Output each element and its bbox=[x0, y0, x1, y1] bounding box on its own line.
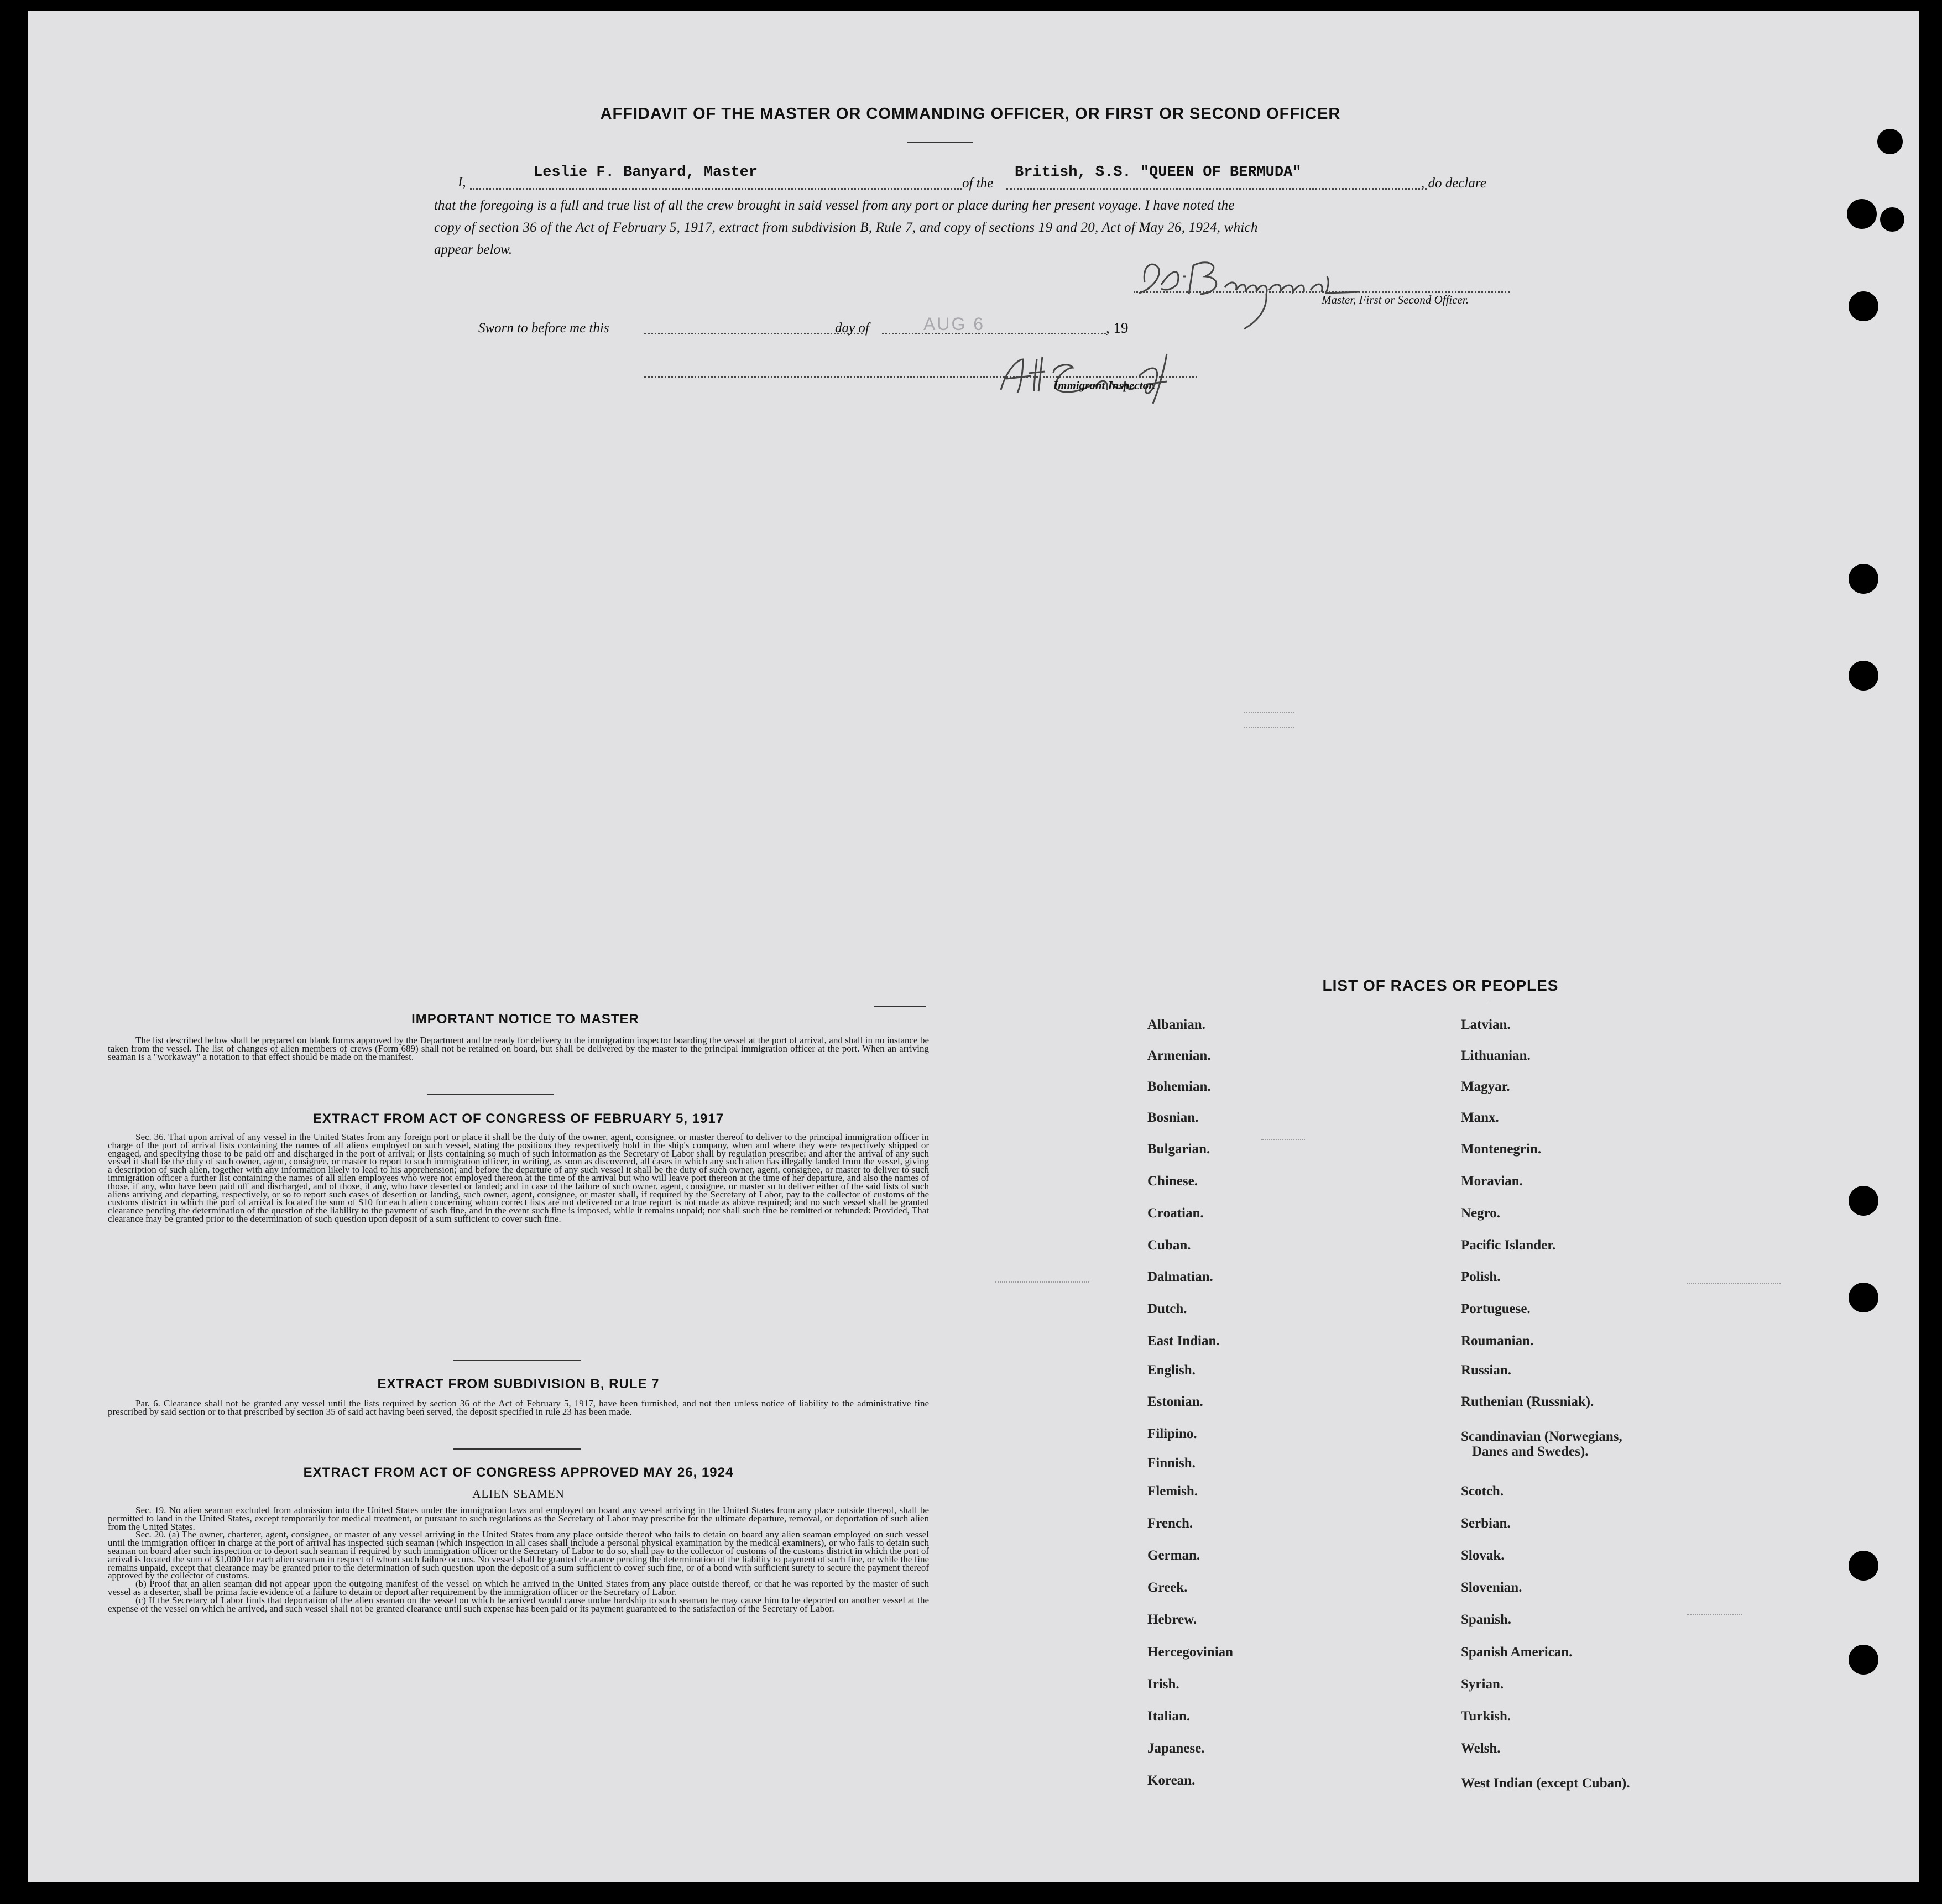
section-rule bbox=[427, 1094, 554, 1095]
sec-19-paragraph: Sec. 19. No alien seaman excluded from admission into the United States under the immigration laws and employed on board any vessel arriving in the United States from any place outside thereof, shall be permitted to land in the United States, except temporarily for medical treatment, or pursuant to such regulations as the Secretary of Labor may prescribe for the ultimate departure, removal, or deportation of such alien from the United States. bbox=[108, 1505, 929, 1532]
affidavit-heading: AFFIDAVIT OF THE MASTER OR COMMANDING OFFICER, OR FIRST OR SECOND OFFICER bbox=[600, 105, 1341, 123]
race-left-item: Dutch. bbox=[1147, 1301, 1187, 1316]
section-rule bbox=[453, 1448, 581, 1450]
sworn-month-line bbox=[882, 333, 1106, 334]
affidavit-line-3: copy of section 36 of the Act of February 5, 1917, extract from subdivision B, Rule 7, and copy of sections 19 and 20, Act of May 26, 1924, which bbox=[434, 220, 1258, 235]
race-left-item: Cuban. bbox=[1147, 1238, 1191, 1253]
race-left-item: Filipino. bbox=[1147, 1426, 1197, 1441]
race-left-item: Dalmatian. bbox=[1147, 1269, 1213, 1284]
sworn-day-line bbox=[644, 333, 863, 334]
document-page bbox=[28, 11, 1919, 1882]
race-right-item: Latvian. bbox=[1461, 1017, 1511, 1032]
bleed-mark bbox=[1261, 1139, 1305, 1140]
punch-hole bbox=[1849, 1186, 1878, 1216]
race-left-item: Bosnian. bbox=[1147, 1110, 1199, 1125]
i-label: I, bbox=[458, 175, 466, 190]
bleed-mark bbox=[995, 1281, 1089, 1283]
of-the-label: of the bbox=[962, 176, 994, 191]
subdivision-heading: EXTRACT FROM SUBDIVISION B, RULE 7 bbox=[377, 1377, 660, 1392]
punch-hole bbox=[1849, 1283, 1878, 1312]
bleed-mark bbox=[1687, 1283, 1781, 1284]
affidavit-line-4: appear below. bbox=[434, 242, 513, 257]
race-right-item: Manx. bbox=[1461, 1110, 1499, 1125]
extract-1924-body bbox=[108, 1507, 929, 1613]
race-left-item: Bulgarian. bbox=[1147, 1142, 1210, 1157]
race-right-item: Moravian. bbox=[1461, 1174, 1523, 1189]
punch-hole bbox=[1849, 564, 1878, 594]
race-right-item: Roumanian. bbox=[1461, 1333, 1534, 1348]
race-right-item: Spanish. bbox=[1461, 1612, 1512, 1627]
race-left-item: Albanian. bbox=[1147, 1017, 1205, 1032]
race-left-item: Irish. bbox=[1147, 1677, 1179, 1692]
race-left-item: Estonian. bbox=[1147, 1394, 1203, 1409]
race-right-item: Welsh. bbox=[1461, 1741, 1501, 1756]
punch-hole bbox=[1849, 1551, 1878, 1581]
race-right-item: Montenegrin. bbox=[1461, 1142, 1542, 1157]
race-right-item: Lithuanian. bbox=[1461, 1048, 1531, 1063]
race-left-item: Finnish. bbox=[1147, 1456, 1196, 1471]
race-left-item: Hebrew. bbox=[1147, 1612, 1197, 1627]
vessel-line bbox=[1006, 188, 1427, 190]
race-left-item: Croatian. bbox=[1147, 1206, 1204, 1221]
race-right-item: Danes and Swedes). bbox=[1472, 1444, 1589, 1459]
race-right-item: Negro. bbox=[1461, 1206, 1501, 1221]
race-left-item: East Indian. bbox=[1147, 1333, 1220, 1348]
punch-hole bbox=[1849, 1645, 1878, 1675]
punch-hole bbox=[1849, 661, 1878, 691]
race-right-item: Slovenian. bbox=[1461, 1580, 1522, 1595]
race-left-item: German. bbox=[1147, 1548, 1200, 1563]
races-heading: LIST OF RACES OR PEOPLES bbox=[1322, 977, 1559, 994]
race-left-item: Greek. bbox=[1147, 1580, 1188, 1595]
race-left-item: Hercegovinian bbox=[1147, 1645, 1234, 1660]
do-declare-label: , do declare bbox=[1421, 176, 1486, 191]
sec-20c-paragraph: (c) If the Secretary of Labor finds that deportation of the alien seaman on the vessel on which he arrived would cause undue hardship to such seaman he may cause him to be deported on another vessel at the expense of the vessel on which he arrived, and such vessel shall not be granted clearance until such expense has been paid or its payment guaranteed to the satisfaction of the Secretary of Labor. bbox=[108, 1594, 929, 1614]
sec-20a-paragraph: Sec. 20. (a) The owner, charterer, agent, consignee, or master of any vessel arriving in the United States from any place outside thereof who fails to detain on board any alien seaman employed on such vessel until the immigration officer in charge at the port of arrival has inspected such seaman (which inspection in all cases shall include a personal physical examination by the medical examiners), or who fails to detain such seaman on board after such inspection or to deport such seaman if required by such immigration officer or the Secretary of Labor to do so, shall pay to the collector of customs of the customs district in which the port of arrival is located the sum of $1,000 for each alien seaman in respect of whom such failure occurs. No vessel shall be granted clearance pending the determination of the liability to payment of such fine, or while the fine remains unpaid, except that clearance may be granted prior to the determination of such question upon the deposit of a sum sufficient to cover such fine, or of a bond with sufficient surety to secure the payment thereof approved by the collector of customs. bbox=[108, 1529, 929, 1581]
notice-body: The list described below shall be prepared on blank forms approved by the Department and be ready for delivery to the immigration inspector boarding the vessel at the port of arrival, and shall in no instance be taken from the vessel. The list of changes of alien members of crews (Form 689) shall not be retained on board, but shall be delivered by the master to the principal immigration officer at the port. When an arriving seaman is a "workaway" a notation to that effect should be made on the manifest. bbox=[108, 1035, 929, 1062]
vessel-name: British, S.S. "QUEEN OF BERMUDA" bbox=[1015, 164, 1302, 181]
date-stamp: AUG 6 bbox=[923, 314, 985, 334]
subdivision-body: Par. 6. Clearance shall not be granted any vessel until the lists required by section 36 of the Act of February 5, 1917, have been furnished, and not then unless notice of liability to the administrative fine prescribed by said section or to that prescribed by section 35 of said act having been served, the deposit specified in rule 23 has been made. bbox=[108, 1398, 929, 1417]
heading-rule bbox=[907, 142, 973, 143]
race-right-item: West Indian (except Cuban). bbox=[1461, 1776, 1630, 1791]
inspector-signature-line bbox=[644, 376, 1197, 378]
race-right-item: Pacific Islander. bbox=[1461, 1238, 1556, 1253]
punch-hole bbox=[1877, 129, 1903, 154]
sec-20b-paragraph: (b) Proof that an alien seaman did not appear upon the outgoing manifest of the vessel on which he arrived in the United States from any place outside thereof, or that he was reported by the master of such vessel as a deserter, shall be prima facie evidence of a failure to detain or deport after requirement by the immigration officer or the Secretary of Labor. bbox=[108, 1578, 929, 1597]
race-left-item: Flemish. bbox=[1147, 1484, 1198, 1499]
master-signature bbox=[1128, 243, 1382, 332]
extract-1917-heading: EXTRACT FROM ACT OF CONGRESS OF FEBRUARY 5, 1917 bbox=[312, 1111, 724, 1126]
race-left-item: Chinese. bbox=[1147, 1174, 1198, 1189]
race-right-item: Russian. bbox=[1461, 1363, 1512, 1378]
race-right-item: Slovak. bbox=[1461, 1548, 1505, 1563]
race-left-item: Armenian. bbox=[1147, 1048, 1211, 1063]
punch-hole bbox=[1849, 291, 1878, 321]
bleed-mark bbox=[1244, 727, 1294, 728]
day-of-label: day of bbox=[835, 321, 869, 336]
sworn-label: Sworn to before me this bbox=[478, 321, 609, 336]
bleed-mark bbox=[1244, 712, 1294, 713]
race-right-item: Spanish American. bbox=[1461, 1645, 1573, 1660]
race-right-item: Turkish. bbox=[1461, 1709, 1511, 1724]
race-left-item: Italian. bbox=[1147, 1709, 1191, 1724]
race-right-item: Scotch. bbox=[1461, 1484, 1504, 1499]
punch-hole bbox=[1847, 199, 1877, 229]
race-right-item: Syrian. bbox=[1461, 1677, 1504, 1692]
master-caption: Master, First or Second Officer. bbox=[1322, 293, 1469, 306]
race-left-item: Korean. bbox=[1147, 1773, 1196, 1788]
punch-hole bbox=[1880, 207, 1904, 232]
race-left-item: French. bbox=[1147, 1516, 1193, 1531]
notice-heading-rule bbox=[874, 1006, 926, 1007]
extract-1924-heading: EXTRACT FROM ACT OF CONGRESS APPROVED MAY 26, 1924 bbox=[303, 1465, 734, 1480]
notice-heading: IMPORTANT NOTICE TO MASTER bbox=[411, 1012, 639, 1027]
master-name-line bbox=[470, 188, 962, 190]
year-label: , 19 bbox=[1106, 320, 1129, 336]
inspector-caption: Immigrant Inspector. bbox=[1053, 379, 1156, 392]
bleed-mark bbox=[1687, 1614, 1742, 1615]
section-rule bbox=[453, 1360, 581, 1361]
race-right-item: Polish. bbox=[1461, 1269, 1501, 1284]
extract-1917-body: Sec. 36. That upon arrival of any vessel in the United States from any foreign port or place it shall be the duty of the owner, agent, consignee, or master thereof to deliver to the principal immigration officer in charge of the port of arrival lists containing the names of all aliens employed on such vessel, stating the positions they respectively hold in the ship's company, when and where they were respectively shipped or engaged, and specifying those to be paid off and discharged in the port of arrival; or lists containing so much of such information as the Secretary of Labor shall by regulation prescribe; and after the arrival of any such vessel it shall be the duty of such owner, agent, consignee, or master to report to such immigration officer, in writing, as soon as discovered, all cases in which any such alien has illegally landed from the vessel, giving a description of such alien, together with any information likely to lead to his apprehension; and before the departure of any such vessel it shall be the duty of such owner, agent, consignee, or master to deliver to such immigration officer a further list containing the names of all alien employees who were not employed thereon at the time of the arrival but who will leave port thereon at the time of her departure, and also the names of those, if any, who have been paid off and discharged, and of those, if any, who have deserted or landed; and in case of the failure of such owner, agent, consignee, or master so to deliver either of the said lists of such aliens arriving and departing, respectively, or so to report such cases of desertion or landing, such owner, agent, consignee, or master shall, if required by the Secretary of Labor, pay to the collector of customs of the customs district in which the port of arrival is located the sum of $10 for each alien concerning whom correct lists are not delivered or a true report is not made as above required; and no such vessel shall be granted clearance pending the determination of the question of the liability to the payment of such fine, and in the event such fine is imposed, while it remains unpaid; nor shall such fine be remitted or refunded: Provided, That clearance may be granted prior to the determination of such question upon deposit of a sum sufficient to cover such fine. bbox=[108, 1132, 929, 1224]
race-right-item: Scandinavian (Norwegians, bbox=[1461, 1429, 1622, 1444]
affidavit-line-2: that the foregoing is a full and true list of all the crew brought in said vessel from any port or place during her present voyage. I have noted the bbox=[434, 198, 1235, 213]
race-right-item: Ruthenian (Russniak). bbox=[1461, 1394, 1594, 1409]
race-right-item: Magyar. bbox=[1461, 1079, 1510, 1094]
race-left-item: Japanese. bbox=[1147, 1741, 1205, 1756]
race-right-item: Serbian. bbox=[1461, 1516, 1511, 1531]
race-left-item: English. bbox=[1147, 1363, 1196, 1378]
race-left-item: Bohemian. bbox=[1147, 1079, 1211, 1094]
master-name: Leslie F. Banyard, Master bbox=[534, 164, 758, 181]
alien-seamen-subheading: ALIEN SEAMEN bbox=[472, 1487, 565, 1500]
race-right-item: Portuguese. bbox=[1461, 1301, 1531, 1316]
